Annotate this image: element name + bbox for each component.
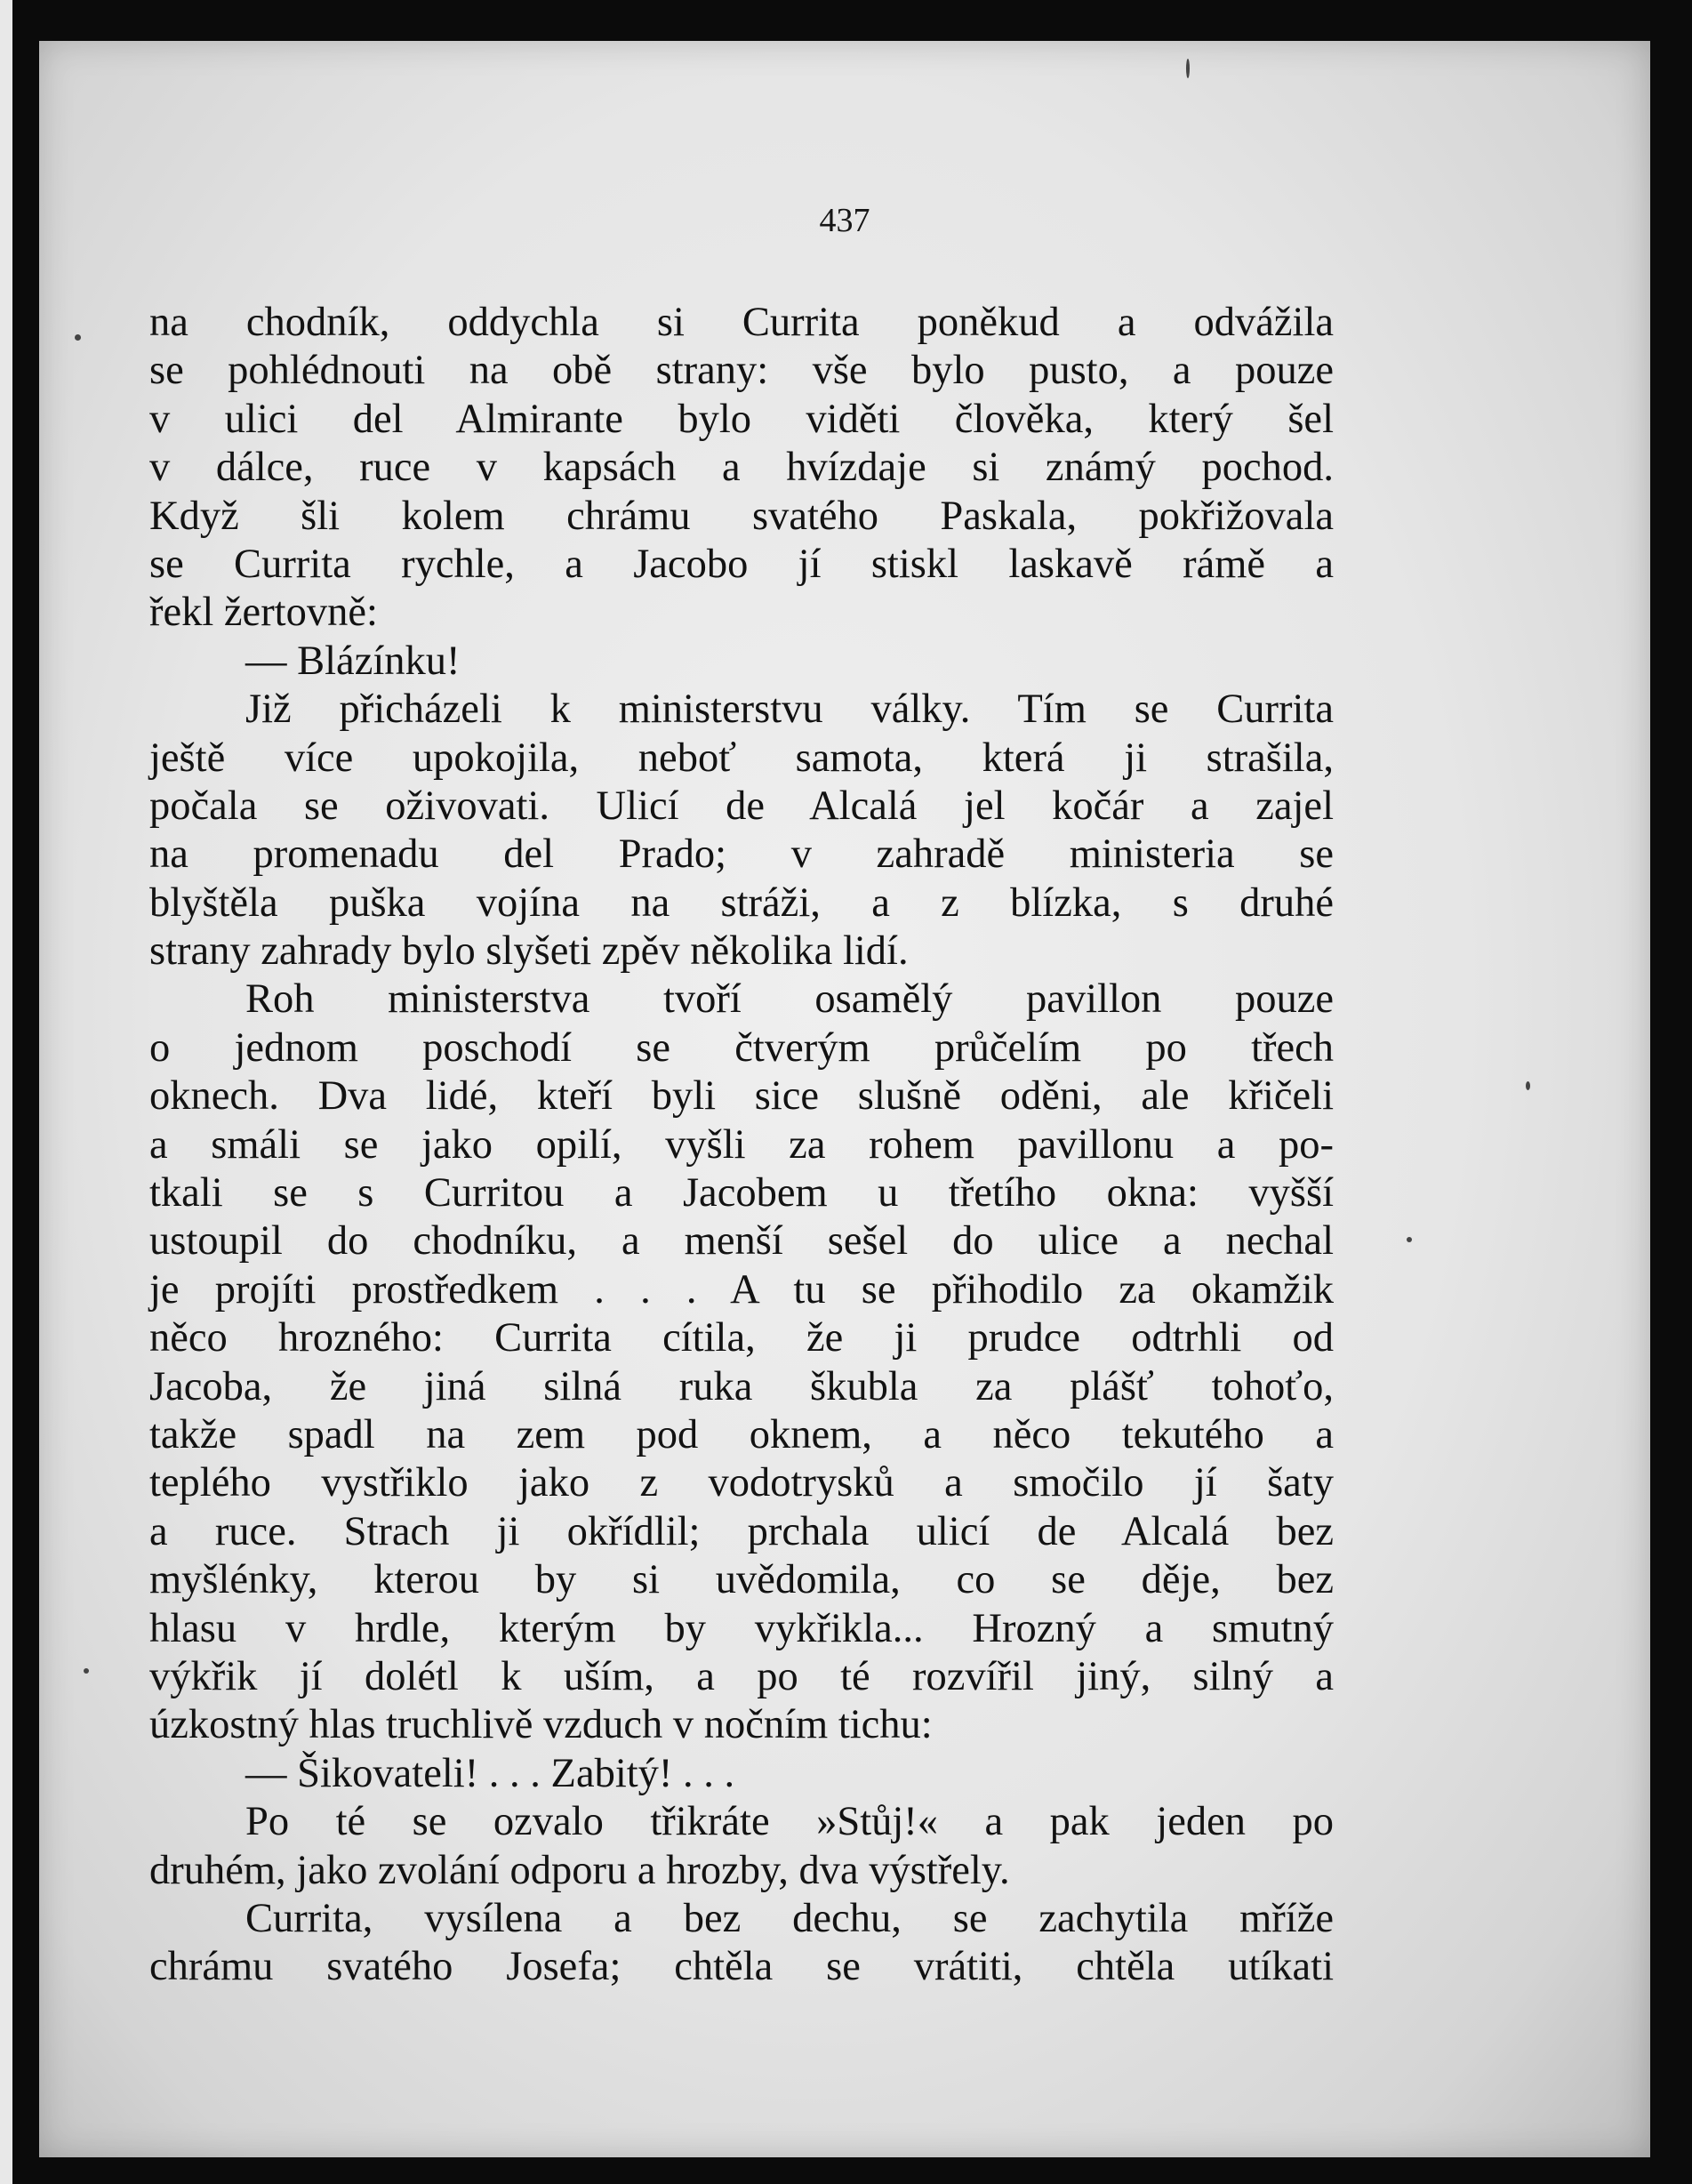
text-line: Již přicházeli k ministerstvu války. Tím se Currita xyxy=(245,687,1334,733)
dust-speck xyxy=(1526,1081,1530,1090)
text-line: v dálce, ruce v kapsách a hvízdaje si známý pochod. xyxy=(149,445,1334,491)
text-line: na promenadu del Prado; v zahradě ministeria se xyxy=(149,831,1334,878)
text-line: počala se oživovati. Ulicí de Alcalá jel kočár a zajel xyxy=(149,783,1334,829)
text-line: — Blázínku! xyxy=(245,638,461,684)
text-line: ustoupil do chodníku, a menší sešel do ulice a nechal xyxy=(149,1218,1334,1265)
text-line: se Currita rychle, a Jacobo jí stiskl laskavě rámě a xyxy=(149,541,1334,587)
text-line: tkali se s Curritou a Jacobem u třetího okna: vyšší xyxy=(149,1170,1334,1216)
text-line: o jednom poschodí se čtverým průčelím po třech xyxy=(149,1024,1334,1071)
text-line: Jacoba, že jiná silná ruka škubla za plášť tohoťo, xyxy=(149,1363,1334,1409)
text-line: úzkostný hlas truchlivě vzduch v nočním tichu: xyxy=(149,1702,933,1748)
text-line: v ulici del Almirante bylo viděti člověka, který šel xyxy=(149,396,1334,442)
text-line: výkřik jí dolétl k uším, a po té rozvířil jiný, silný a xyxy=(149,1653,1334,1699)
text-line: se pohlédnouti na obě strany: vše bylo pusto, a pouze xyxy=(149,348,1334,394)
dust-speck xyxy=(75,334,81,341)
text-line: něco hrozného: Currita cítila, že ji prudce odtrhli od xyxy=(149,1315,1334,1361)
body-text xyxy=(149,299,1334,1992)
dust-speck xyxy=(84,1668,89,1674)
text-line: Currita, vysílena a bez dechu, se zachytila mříže xyxy=(245,1895,1334,1941)
text-line: oknech. Dva lidé, kteří byli sice slušně oděni, ale křičeli xyxy=(149,1073,1334,1120)
book-page xyxy=(39,41,1650,2157)
adjacent-page-edge xyxy=(0,0,12,2184)
dust-speck xyxy=(1407,1237,1412,1242)
text-line: strany zahrady bylo slyšeti zpěv několika lidí. xyxy=(149,928,909,975)
text-line: ještě více upokojila, neboť samota, která ji strašila, xyxy=(149,735,1334,781)
text-line: takže spadl na zem pod oknem, a něco tekutého a xyxy=(149,1411,1334,1457)
text-line: a ruce. Strach ji okřídlil; prchala ulicí de Alcalá bez xyxy=(149,1508,1334,1554)
text-line: blyštěla puška vojína na stráži, a z blízka, s druhé xyxy=(149,879,1334,926)
text-line: Roh ministerstva tvoří osamělý pavillon pouze xyxy=(245,976,1334,1023)
text-line: je projíti prostředkem . . . A tu se přihodilo za okamžik xyxy=(149,1266,1334,1313)
text-line: chrámu svatého Josefa; chtěla se vrátiti, chtěla utíkati xyxy=(149,1944,1334,1990)
text-line: Když šli kolem chrámu svatého Paskala, pokřižovala xyxy=(149,493,1334,539)
dust-speck xyxy=(1186,59,1190,78)
page-number: 437 xyxy=(819,202,870,239)
text-line: řekl žertovně: xyxy=(149,590,378,636)
text-line: hlasu v hrdle, kterým by vykřikla... Hrozný a smutný xyxy=(149,1605,1334,1651)
text-line: a smáli se jako opilí, vyšli za rohem pavillonu a po- xyxy=(149,1121,1334,1168)
text-line: — Šikovateli! . . . Zabitý! . . . xyxy=(245,1750,735,1796)
text-line: druhém, jako zvolání odporu a hrozby, dva výstřely. xyxy=(149,1847,1010,1893)
text-line: myšlénky, kterou by si uvědomila, co se děje, bez xyxy=(149,1557,1334,1603)
text-line: na chodník, oddychla si Currita poněkud a odvážila xyxy=(149,300,1334,345)
text-line: teplého vystřiklo jako z vodotrysků a smočilo jí šaty xyxy=(149,1460,1334,1506)
text-line: Po té se ozvalo třikráte »Stůj!« a pak jeden po xyxy=(245,1799,1334,1845)
